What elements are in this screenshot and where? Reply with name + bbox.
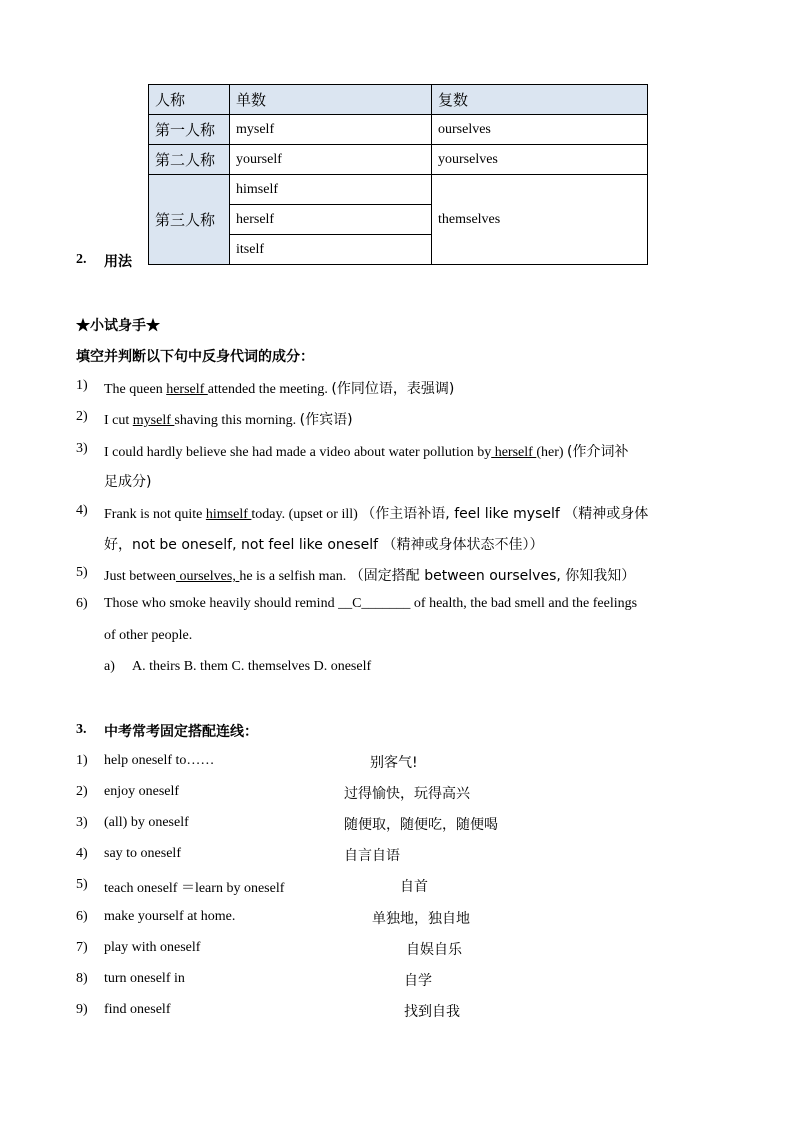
- practice-sentence: [104, 503, 648, 523]
- section-2-number: 2.: [76, 252, 87, 267]
- person-cell: 第一人称: [149, 115, 230, 145]
- plural-cell: themselves: [432, 175, 648, 265]
- sentence-continuation: of other people.: [104, 628, 193, 643]
- item-number: 6): [76, 909, 88, 924]
- practice-sentence: [104, 378, 454, 398]
- item-number: 2): [76, 784, 88, 799]
- item-number: 1): [76, 753, 88, 768]
- sentence-continuation: 足成分): [104, 474, 152, 490]
- phrase: teach oneself ＝learn by oneself: [104, 881, 285, 896]
- sentence-text: The queen: [104, 382, 167, 397]
- sentence-note: （固定搭配 between ourselves, 你知我知）: [349, 568, 636, 584]
- practice-sentence: Those who smoke heavily should remind __C_______ of health, the bad smell and the feelings: [104, 596, 638, 611]
- item-number: 5): [76, 877, 88, 892]
- meaning: 找到自我: [404, 1004, 460, 1020]
- item-number: 3): [76, 815, 88, 830]
- table-row: [149, 115, 648, 145]
- phrase: make yourself at home.: [104, 909, 236, 924]
- sentence-text: I could hardly believe she had made a video about water pollution by: [104, 445, 492, 460]
- answer-blank: himself: [205, 507, 252, 522]
- sentence-text: Just between: [104, 569, 176, 584]
- item-number: 6): [76, 596, 88, 611]
- meaning: 自首: [400, 879, 428, 895]
- phrase: turn oneself in: [104, 971, 185, 986]
- practice-instruction: 填空并判断以下句中反身代词的成分：: [76, 349, 314, 365]
- phrase: play with oneself: [104, 940, 201, 955]
- person-cell: 第二人称: [149, 145, 230, 175]
- phrase: find oneself: [104, 1002, 171, 1017]
- meaning: 自学: [404, 973, 432, 989]
- phrase: enjoy oneself: [104, 784, 180, 799]
- phrase: (all) by oneself: [104, 815, 189, 830]
- sentence-text: he is a selfish man.: [239, 569, 347, 584]
- singular-cell: itself: [230, 235, 432, 265]
- plural-cell: ourselves: [432, 115, 648, 145]
- table-row: [149, 145, 648, 175]
- sentence-text: attended the meeting.: [207, 382, 328, 397]
- practice-heading: ★小试身手★: [76, 318, 160, 334]
- sentence-continuation: 好，not be oneself, not feel like oneself （精神或身体状态不佳））: [104, 537, 544, 553]
- sentence-text: shaving this morning.: [174, 413, 297, 428]
- option-label: a): [104, 659, 115, 674]
- sentence-text: Frank is not quite: [104, 507, 206, 522]
- answer-blank: myself: [132, 413, 175, 428]
- item-number: 8): [76, 971, 88, 986]
- sentence-note: (作宾语): [299, 412, 353, 428]
- sentence-text: I cut: [104, 413, 133, 428]
- meaning: 单独地，独自地: [372, 911, 470, 927]
- item-number: 3): [76, 441, 88, 456]
- singular-cell: myself: [230, 115, 432, 145]
- section-3-title: 中考常考固定搭配连线：: [104, 724, 258, 740]
- singular-cell: yourself: [230, 145, 432, 175]
- meaning: 随便取，随便吃，随便喝: [344, 817, 498, 833]
- plural-cell: yourselves: [432, 145, 648, 175]
- meaning: 自娱自乐: [406, 942, 462, 958]
- header-singular: 单数: [230, 85, 432, 115]
- header-person: 人称: [149, 85, 230, 115]
- section-3-number: 3.: [76, 722, 87, 737]
- item-number: 2): [76, 409, 88, 424]
- singular-cell: himself: [230, 175, 432, 205]
- answer-blank: ourselves,: [175, 569, 240, 584]
- answer-options: A. theirs B. them C. themselves D. oneself: [132, 659, 372, 674]
- header-plural: 复数: [432, 85, 648, 115]
- meaning: 自言自语: [344, 848, 400, 864]
- item-number: 1): [76, 378, 88, 393]
- sentence-note: (作同位语，表强调): [331, 381, 455, 397]
- item-number: 4): [76, 846, 88, 861]
- sentence-text: today. (upset or ill): [251, 507, 358, 522]
- practice-sentence: [104, 409, 353, 429]
- section-2-title: 用法: [104, 254, 132, 270]
- sentence-note: (作介词补: [567, 444, 629, 460]
- answer-blank: herself: [166, 382, 208, 397]
- practice-sentence: [104, 565, 635, 585]
- practice-sentence: [104, 441, 628, 461]
- sentence-text: (her): [536, 445, 564, 460]
- answer-blank: herself: [491, 445, 537, 460]
- phrase: say to oneself: [104, 846, 181, 861]
- singular-cell: herself: [230, 205, 432, 235]
- meaning: 别客气!: [370, 755, 418, 771]
- sentence-note: （作主语补语, feel like myself （精神或身体: [361, 506, 649, 522]
- phrase: help oneself to……: [104, 753, 215, 768]
- item-number: 4): [76, 503, 88, 518]
- table-header-row: [149, 85, 648, 115]
- item-number: 5): [76, 565, 88, 580]
- table-row: [149, 175, 648, 205]
- item-number: 7): [76, 940, 88, 955]
- reflexive-pronoun-table: [148, 84, 648, 265]
- person-cell: 第三人称: [149, 175, 230, 265]
- meaning: 过得愉快，玩得高兴: [344, 786, 470, 802]
- item-number: 9): [76, 1002, 88, 1017]
